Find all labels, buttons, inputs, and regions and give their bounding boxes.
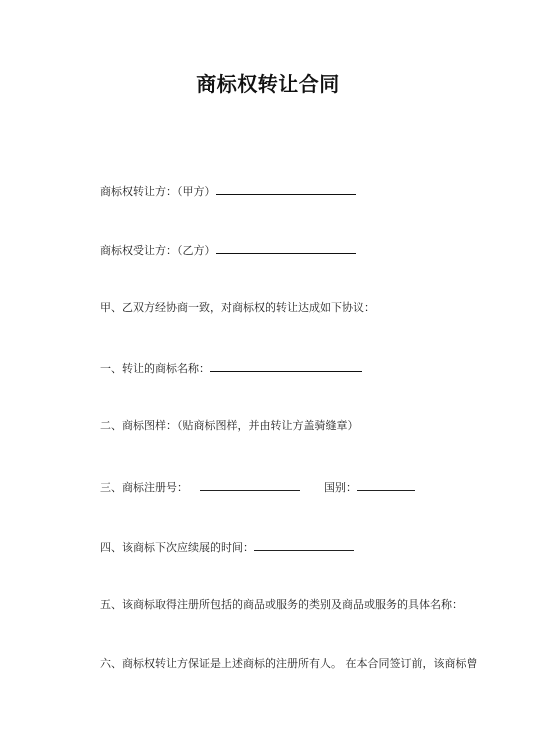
clause6-text: 六、商标权转让方保证是上述商标的注册所有人。 在本合同签订前，该商标曾	[100, 657, 478, 670]
clause5-text: 五、该商标取得注册所包括的商品或服务的类别及商品或服务的具体名称：	[100, 598, 463, 611]
clause2-text: 二、商标图样：（贴商标图样，并由转让方盖骑缝章）	[100, 419, 359, 432]
trademark-name-blank	[210, 359, 362, 372]
transferee-blank	[216, 241, 356, 254]
transferor-line	[100, 182, 356, 200]
clause3-line	[100, 478, 415, 496]
registration-number-blank	[200, 478, 300, 491]
transferee-line	[100, 241, 356, 259]
clause1-label: 一、转让的商标名称：	[100, 362, 210, 375]
clause5-line	[100, 597, 463, 613]
clause3-country-label: 国别：	[324, 481, 357, 494]
clause1-line	[100, 359, 362, 377]
country-blank	[357, 478, 415, 491]
clause2-line	[100, 418, 359, 434]
renewal-time-blank	[254, 538, 354, 551]
clause6-line	[100, 656, 478, 672]
transferor-label: 商标权转让方：（甲方）	[100, 185, 216, 198]
intro-line	[100, 300, 375, 316]
transferee-label: 商标权受让方：（乙方）	[100, 244, 216, 257]
clause4-label: 四、该商标下次应续展的时间：	[100, 541, 254, 554]
transferor-blank	[216, 182, 356, 195]
clause4-line	[100, 538, 354, 556]
clause3-label: 三、商标注册号：	[100, 481, 188, 494]
document-title: 商标权转让合同	[196, 72, 340, 96]
intro-text: 甲、乙双方经协商一致，对商标权的转让达成如下协议：	[100, 301, 375, 314]
